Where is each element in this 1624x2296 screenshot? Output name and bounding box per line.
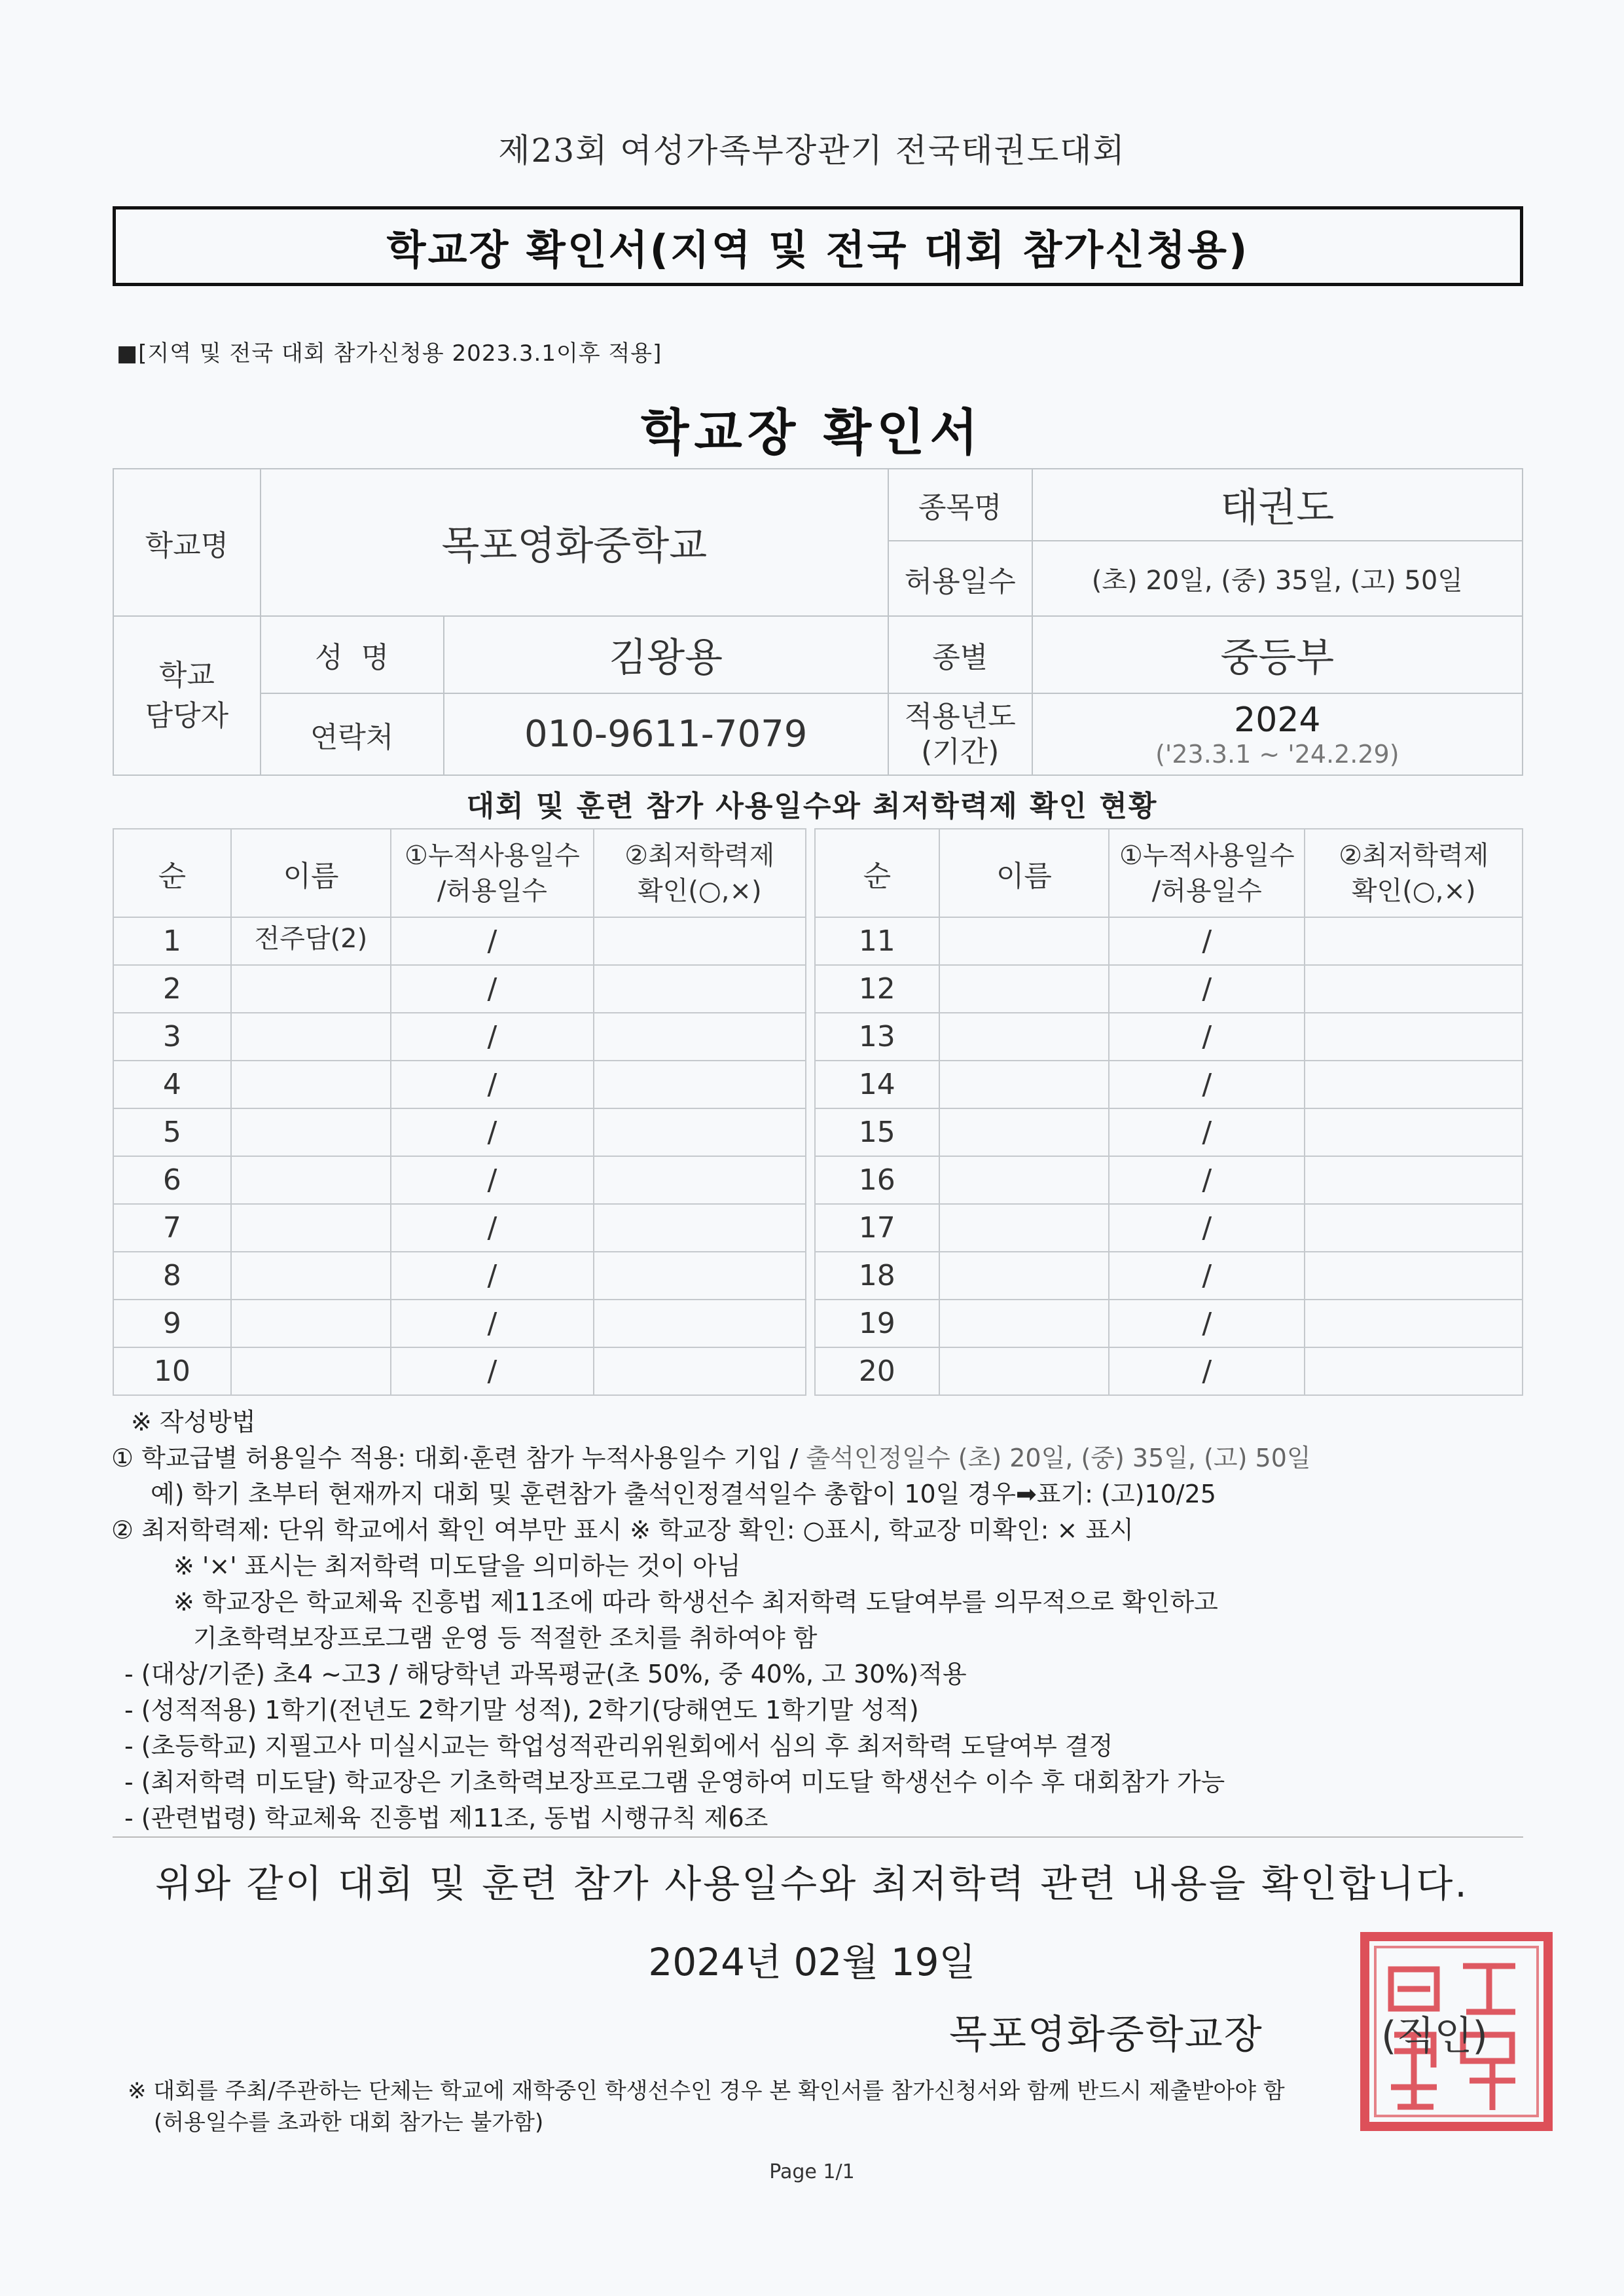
column-gap xyxy=(806,1013,815,1061)
row-number: 18 xyxy=(815,1252,939,1300)
instruction-line xyxy=(111,1440,1532,1476)
student-name xyxy=(939,1108,1109,1156)
column-gap xyxy=(806,1204,815,1252)
academic-check xyxy=(594,917,806,965)
year-label: 적용년도 (기간) xyxy=(888,693,1032,775)
days-used: / xyxy=(1109,1061,1305,1108)
days-used: / xyxy=(391,1347,593,1395)
divider xyxy=(113,1836,1523,1838)
days-used: / xyxy=(391,1013,593,1061)
academic-check xyxy=(1305,1347,1523,1395)
row-number: 17 xyxy=(815,1204,939,1252)
student-name xyxy=(939,1252,1109,1300)
participation-rows xyxy=(113,917,1523,1395)
column-gap xyxy=(806,1156,815,1204)
student-name xyxy=(231,1252,391,1300)
days-used: / xyxy=(1109,1108,1305,1156)
col-check-line1: ②최저학력제 xyxy=(624,840,775,871)
table-row xyxy=(113,1300,1523,1347)
academic-check xyxy=(1305,1252,1523,1300)
confirmation-statement: 위와 같이 대회 및 훈련 참가 사용일수와 최저학력 관련 내용을 확인합니다. xyxy=(155,1861,1469,1906)
col-name-right: 이름 xyxy=(939,829,1109,917)
document-title-box xyxy=(113,206,1523,286)
footnote xyxy=(128,2075,1528,2138)
row-number: 10 xyxy=(113,1347,231,1395)
footnote-line: (허용일수를 초과한 대회 참가는 불가함) xyxy=(154,2109,544,2136)
name-label: 성 명 xyxy=(261,616,444,693)
name-value: 김왕용 xyxy=(444,616,888,693)
academic-check xyxy=(594,1204,806,1252)
student-name xyxy=(231,1156,391,1204)
student-name xyxy=(939,1013,1109,1061)
table-row xyxy=(113,1347,1523,1395)
document-title: 학교장 확인서(지역 및 전국 대회 참가신청용) xyxy=(386,225,1250,274)
col-check-line1: ②최저학력제 xyxy=(1339,840,1489,871)
row-number: 7 xyxy=(113,1204,231,1252)
contact-label: 연락처 xyxy=(261,693,444,775)
participation-table xyxy=(113,828,1523,1396)
row-number: 6 xyxy=(113,1156,231,1204)
row-number: 19 xyxy=(815,1300,939,1347)
student-name xyxy=(231,1061,391,1108)
row-number: 4 xyxy=(113,1061,231,1108)
student-name xyxy=(939,1300,1109,1347)
student-name xyxy=(231,1108,391,1156)
issue-date: 2024년 02월 19일 xyxy=(648,1940,976,1984)
table-row xyxy=(113,1061,1523,1108)
col-days-left xyxy=(391,829,593,917)
student-name xyxy=(231,1013,391,1061)
row-number: 14 xyxy=(815,1061,939,1108)
column-gap xyxy=(806,1108,815,1156)
student-name: 전주담(2) xyxy=(231,917,391,965)
academic-check xyxy=(594,1252,806,1300)
days-used: / xyxy=(1109,965,1305,1013)
row-number: 2 xyxy=(113,965,231,1013)
col-check-right xyxy=(1305,829,1523,917)
col-no-right: 순 xyxy=(815,829,939,917)
instruction-line: ※ 학교장은 학교체육 진흥법 제11조에 따라 학생선수 최저학력 도달여부를 의무적으로 확인하고 xyxy=(173,1588,1218,1616)
academic-check xyxy=(1305,965,1523,1013)
days-used: / xyxy=(391,1061,593,1108)
student-name xyxy=(939,1204,1109,1252)
col-days-line2: /허용일수 xyxy=(437,875,547,906)
form-subtitle: 학교장 확인서 xyxy=(641,403,983,462)
table-row xyxy=(113,1252,1523,1300)
col-check-line2: 확인(○,×) xyxy=(1351,875,1476,906)
category-label: 종별 xyxy=(888,616,1032,693)
application-notice: ■[지역 및 전국 대회 참가신청용 2023.3.1이후 적용] xyxy=(117,340,662,367)
event-label: 종목명 xyxy=(888,469,1032,541)
student-name xyxy=(231,1300,391,1347)
year-cell xyxy=(1032,693,1523,775)
days-used: / xyxy=(391,1156,593,1204)
academic-check xyxy=(594,1347,806,1395)
col-check-line2: 확인(○,×) xyxy=(637,875,762,906)
usage-section-title: 대회 및 훈련 참가 사용일수와 최저학력제 확인 현황 xyxy=(466,790,1158,823)
school-label: 학교명 xyxy=(113,469,261,616)
year-value: 2024 xyxy=(1234,700,1321,740)
academic-check xyxy=(594,1061,806,1108)
table-row xyxy=(113,1108,1523,1156)
principal-signature-label: 목포영화중학교장 xyxy=(949,2012,1263,2058)
days-used: / xyxy=(391,1252,593,1300)
row-number: 8 xyxy=(113,1252,231,1300)
row-number: 5 xyxy=(113,1108,231,1156)
academic-check xyxy=(1305,917,1523,965)
col-check-left xyxy=(594,829,806,917)
row-number: 1 xyxy=(113,917,231,965)
days-used: / xyxy=(391,1300,593,1347)
student-name xyxy=(231,1347,391,1395)
footnote-line: ※ 대회를 주최/주관하는 단체는 학교에 재학중인 학생선수인 경우 본 확인서를 참가신청서와 함께 반드시 제출받아야 함 xyxy=(128,2078,1285,2104)
row-number: 3 xyxy=(113,1013,231,1061)
category-value: 중등부 xyxy=(1032,616,1523,693)
competition-title: 제23회 여성가족부장관기 전국태권도대회 xyxy=(498,132,1126,170)
column-gap xyxy=(806,965,815,1013)
academic-check xyxy=(594,1013,806,1061)
days-used: / xyxy=(391,917,593,965)
year-period: ('23.3.1 ~ '24.2.29) xyxy=(1155,739,1399,769)
allowed-days-label: 허용일수 xyxy=(888,541,1032,616)
column-gap xyxy=(806,1300,815,1347)
instruction-line: - (성적적용) 1학기(전년도 2학기말 성적), 2학기(당해연도 1학기말 성적) xyxy=(124,1696,919,1724)
table-row xyxy=(113,1204,1523,1252)
seal-mark: (직인) xyxy=(1381,2013,1488,2059)
school-value: 목포영화중학교 xyxy=(261,469,888,616)
student-name xyxy=(939,1347,1109,1395)
instruction-line: - (초등학교) 지필고사 미실시교는 학업성적관리위원회에서 심의 후 최저학력 도달여부 결정 xyxy=(124,1732,1113,1760)
academic-check xyxy=(594,965,806,1013)
col-days-right xyxy=(1109,829,1305,917)
days-used: / xyxy=(1109,917,1305,965)
days-used: / xyxy=(1109,1347,1305,1395)
days-used: / xyxy=(391,1108,593,1156)
row-number: 16 xyxy=(815,1156,939,1204)
info-table xyxy=(113,468,1523,776)
instruction-line: - (대상/기준) 초4 ~고3 / 해당학년 과목평균(초 50%, 중 40%, 고 30%)적용 xyxy=(124,1660,967,1688)
days-used: / xyxy=(1109,1013,1305,1061)
column-gap xyxy=(806,917,815,965)
instruction-line: ※ '×' 표시는 최저학력 미도달을 의미하는 것이 아님 xyxy=(173,1552,741,1580)
instruction-text-gray: 출석인정일수 (초) 20일, (중) 35일, (고) 50일 xyxy=(806,1444,1311,1472)
academic-check xyxy=(594,1108,806,1156)
allowed-days-value: (초) 20일, (중) 35일, (고) 50일 xyxy=(1032,541,1523,616)
academic-check xyxy=(594,1300,806,1347)
student-name xyxy=(939,1061,1109,1108)
row-number: 20 xyxy=(815,1347,939,1395)
table-row xyxy=(113,1013,1523,1061)
days-used: / xyxy=(1109,1252,1305,1300)
col-days-line1: ①누적사용일수 xyxy=(405,840,580,871)
instruction-line: ② 최저학력제: 단위 학교에서 확인 여부만 표시 ※ 학교장 확인: ○표시, 학교장 미확인: × 표시 xyxy=(111,1516,1134,1544)
table-row xyxy=(113,965,1523,1013)
student-name xyxy=(939,1156,1109,1204)
row-number: 15 xyxy=(815,1108,939,1156)
days-used: / xyxy=(1109,1204,1305,1252)
table-row xyxy=(113,917,1523,965)
column-gap xyxy=(806,1347,815,1395)
row-number: 13 xyxy=(815,1013,939,1061)
col-name-left: 이름 xyxy=(231,829,391,917)
instruction-line: - (최저학력 미도달) 학교장은 기초학력보장프로그램 운영하여 미도달 학생선수 이수 후 대회참가 가능 xyxy=(124,1768,1225,1796)
days-used: / xyxy=(391,1204,593,1252)
column-gap xyxy=(806,829,815,917)
academic-check xyxy=(1305,1156,1523,1204)
col-days-line1: ①누적사용일수 xyxy=(1119,840,1295,871)
days-used: / xyxy=(1109,1300,1305,1347)
instruction-line: 예) 학기 초부터 현재까지 대회 및 훈련참가 출석인정결석일수 총합이 10일 경우➡표기: (고)10/25 xyxy=(151,1480,1216,1508)
col-days-line2: /허용일수 xyxy=(1151,875,1262,906)
writing-instructions xyxy=(111,1404,1532,1836)
academic-check xyxy=(1305,1013,1523,1061)
page-number: Page 1/1 xyxy=(769,2160,855,2183)
student-name xyxy=(939,917,1109,965)
academic-check xyxy=(1305,1300,1523,1347)
student-name xyxy=(231,965,391,1013)
col-no-left: 순 xyxy=(113,829,231,917)
instruction-line: - (관련법령) 학교체육 진흥법 제11조, 동법 시행규칙 제6조 xyxy=(124,1804,768,1832)
instructions-heading: ※ 작성방법 xyxy=(131,1408,256,1436)
days-used: / xyxy=(391,965,593,1013)
days-used: / xyxy=(1109,1156,1305,1204)
row-number: 12 xyxy=(815,965,939,1013)
event-value: 태권도 xyxy=(1032,469,1523,541)
academic-check xyxy=(1305,1108,1523,1156)
instruction-text: ① 학교급별 허용일수 적용: 대회·훈련 참가 누적사용일수 기입 / xyxy=(111,1444,806,1472)
academic-check xyxy=(594,1156,806,1204)
table-row xyxy=(113,1156,1523,1204)
student-name xyxy=(231,1204,391,1252)
contact-value: 010-9611-7079 xyxy=(444,693,888,775)
academic-check xyxy=(1305,1061,1523,1108)
academic-check xyxy=(1305,1204,1523,1252)
column-gap xyxy=(806,1252,815,1300)
student-name xyxy=(939,965,1109,1013)
instruction-line: 기초학력보장프로그램 운영 등 적절한 조치를 취하여야 함 xyxy=(193,1624,818,1652)
column-gap xyxy=(806,1061,815,1108)
row-number: 9 xyxy=(113,1300,231,1347)
row-number: 11 xyxy=(815,917,939,965)
manager-label: 학교 담당자 xyxy=(113,616,261,775)
